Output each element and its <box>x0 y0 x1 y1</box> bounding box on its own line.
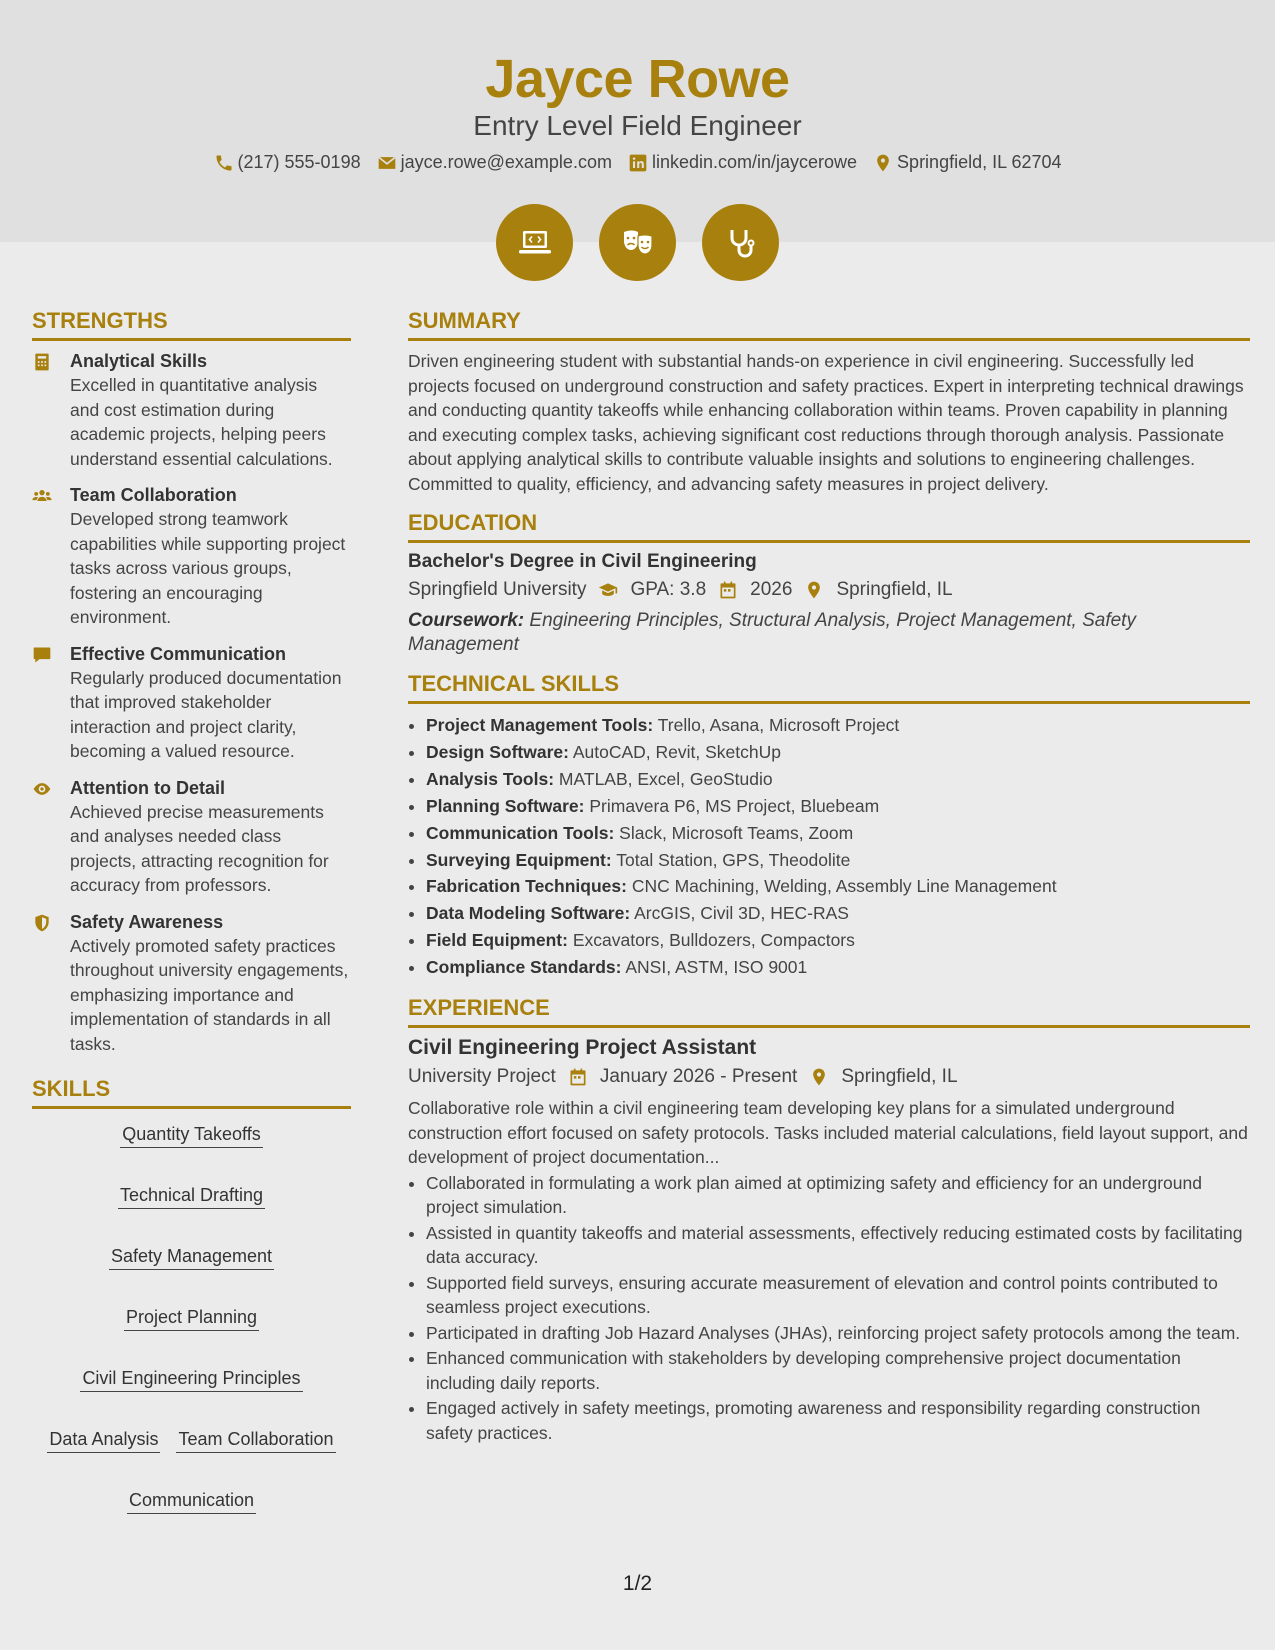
grad-year: 2026 <box>750 579 793 600</box>
contact-location <box>873 152 1061 173</box>
skill-tag: Communication <box>127 1489 256 1514</box>
linkedin-icon <box>628 153 648 173</box>
hobby-icons <box>0 204 1275 281</box>
page-number: 1/2 <box>622 1572 653 1595</box>
skill-tag: Civil Engineering Principles <box>80 1367 302 1392</box>
tech-label: Planning Software: <box>426 795 585 816</box>
education-meta <box>408 579 1250 601</box>
strength-desc: Excelled in quantitative analysis and cost estimation during academic projects, helping peers understand essential calculations. <box>70 375 333 469</box>
tech-label: Analysis Tools: <box>426 768 555 789</box>
masks-theater-icon <box>599 204 676 281</box>
tech-value: CNC Machining, Welding, Assembly Line Management <box>631 876 1057 897</box>
list-item <box>426 873 1250 900</box>
tech-label: Surveying Equipment: <box>426 849 612 870</box>
coursework-text: Engineering Principles, Structural Analysis, Project Management, Safety Management <box>408 610 1136 655</box>
job-title: Civil Engineering Project Assistant <box>408 1036 757 1060</box>
tech-value: AutoCAD, Revit, SketchUp <box>572 741 781 762</box>
tech-value: ArcGIS, Civil 3D, HEC-RAS <box>634 903 849 924</box>
strength-title: Effective Communication <box>70 643 287 664</box>
location-text: Springfield, IL 62704 <box>897 152 1062 172</box>
envelope-icon <box>377 153 397 173</box>
tech-value: Slack, Microsoft Teams, Zoom <box>619 822 854 843</box>
skill-tag: Data Analysis <box>47 1428 160 1453</box>
calendar-icon <box>718 580 738 600</box>
email-text[interactable]: jayce.rowe@example.com <box>400 152 612 172</box>
strength-item <box>32 642 351 764</box>
skills-list <box>32 1117 351 1514</box>
list-item <box>426 927 1250 954</box>
comment-icon <box>32 645 52 665</box>
graduation-cap-icon <box>598 580 618 600</box>
skill-tag: Quantity Takeoffs <box>120 1123 262 1148</box>
school-name: Springfield University <box>408 579 587 600</box>
strength-desc: Actively promoted safety practices throughout university engagements, emphasizing importance and implementation of standards in all tasks. <box>70 935 349 1054</box>
job-bullets <box>408 1171 1250 1446</box>
list-item: • Assisted in quantity takeoffs and material assessments, effectively reducing estimated costs by facilitating data accuracy. <box>426 1221 1250 1270</box>
map-marker-icon <box>809 1067 829 1087</box>
tech-label: Design Software: <box>426 741 569 762</box>
phone-icon <box>214 153 234 173</box>
strength-title: Team Collaboration <box>70 485 237 505</box>
tech-value: Total Station, GPS, Theodolite <box>616 849 851 870</box>
shield-icon <box>32 913 52 933</box>
list-item <box>426 793 1250 820</box>
list-item <box>426 847 1250 874</box>
tech-value: ANSI, ASTM, ISO 9001 <box>625 957 808 978</box>
map-marker-icon <box>873 153 893 173</box>
tech-label: Compliance Standards: <box>426 957 622 978</box>
calendar-icon <box>568 1067 588 1087</box>
skill-tag: Safety Management <box>109 1245 274 1270</box>
tech-label: Project Management Tools: <box>426 715 654 735</box>
stethoscope-icon <box>702 204 779 281</box>
strength-item <box>32 776 351 898</box>
technical-skills-list <box>408 712 1250 981</box>
strength-item <box>32 483 351 630</box>
tech-label: Communication Tools: <box>426 822 615 843</box>
list-item <box>426 954 1250 981</box>
users-icon <box>32 486 52 506</box>
tech-value: Trello, Asana, Microsoft Project <box>657 715 900 735</box>
tech-label: Fabrication Techniques: <box>426 876 627 897</box>
calculator-icon <box>32 352 52 372</box>
skills-heading: SKILLS <box>32 1076 351 1109</box>
left-column <box>32 308 351 1514</box>
strength-desc: Developed strong teamwork capabilities while supporting project tasks across various groups, fostering an encouraging environment. <box>70 509 346 627</box>
contact-phone <box>214 152 361 173</box>
list-item <box>426 739 1250 766</box>
education-heading: EDUCATION <box>408 510 1250 543</box>
job-org: University Project <box>408 1066 556 1088</box>
job-description: Collaborative role within a civil engineering team developing key plans for a simulated underground construction effort focused on safety protocols. Tasks included material calculations, field layout support, and development of project documentation... <box>408 1098 1248 1168</box>
school-location: Springfield, IL <box>836 579 953 600</box>
contact-linkedin[interactable] <box>628 152 857 173</box>
strengths-heading: STRENGTHS <box>32 308 351 341</box>
list-item: • Supported field surveys, ensuring accurate measurement of elevation and control points contributed to seamless project executions. <box>426 1271 1250 1320</box>
phone-text: (217) 555-0198 <box>237 152 361 172</box>
degree-title: Bachelor's Degree in Civil Engineering <box>408 551 757 572</box>
strength-title: Safety Awareness <box>70 911 224 932</box>
gpa-text: GPA: 3.8 <box>630 579 707 600</box>
contact-email[interactable] <box>377 152 612 173</box>
coursework <box>408 609 1250 657</box>
strength-item <box>32 349 351 471</box>
job-meta <box>408 1066 1250 1088</box>
candidate-title: Entry Level Field Engineer <box>473 110 802 141</box>
strength-desc: Regularly produced documentation that improved stakeholder interaction and project clarity, becoming a valued resource. <box>70 667 342 761</box>
tech-value: Primavera P6, MS Project, Bluebeam <box>589 795 880 816</box>
list-item <box>426 900 1250 927</box>
right-column <box>408 308 1250 1445</box>
tech-label: Data Modeling Software: <box>426 903 631 924</box>
list-item <box>426 766 1250 793</box>
job-dates: January 2026 - Present <box>599 1066 798 1088</box>
list-item <box>426 712 1250 739</box>
experience-heading: EXPERIENCE <box>408 995 1250 1028</box>
strength-item <box>32 910 351 1057</box>
strength-title: Analytical Skills <box>70 351 208 371</box>
candidate-name: Jayce Rowe <box>485 49 790 109</box>
list-item: • Participated in drafting Job Hazard Analyses (JHAs), reinforcing project safety protocols among the team. <box>426 1321 1250 1346</box>
eye-icon <box>32 779 52 799</box>
contact-bar <box>0 152 1275 173</box>
list-item: • Collaborated in formulating a work plan aimed at optimizing safety and efficiency for an underground project simulation. <box>426 1171 1250 1220</box>
laptop-code-icon <box>496 204 573 281</box>
list-item <box>426 820 1250 847</box>
skill-tag: Project Planning <box>124 1306 259 1331</box>
technical-skills-heading: TECHNICAL SKILLS <box>408 671 1250 704</box>
strength-title: Attention to Detail <box>70 777 225 798</box>
skill-tag: Technical Drafting <box>118 1184 265 1209</box>
summary-text: Driven engineering student with substantial hands-on experience in civil engineering. Successfully led projects focused on underground construction and safety practices. Expert in interpreting technical drawings and conducting quantity takeoffs while enhancing collaboration within teams. Proven capability in planning and executing complex tasks, achieving significant cost reductions through thorough analysis. Passionate about applying analytical skills to contribute valuable insights and solutions to engineering challenges. Committed to quality, efficiency, and advancing safety measures in project delivery. <box>408 351 1244 494</box>
tech-value: MATLAB, Excel, GeoStudio <box>558 768 773 789</box>
tech-value: Excavators, Bulldozers, Compactors <box>572 930 855 951</box>
linkedin-text[interactable]: linkedin.com/in/jaycerowe <box>651 152 858 172</box>
summary-heading: SUMMARY <box>408 308 1250 341</box>
list-item: • Engaged actively in safety meetings, promoting awareness and responsibility regarding construction safety practices. <box>426 1396 1250 1445</box>
tech-label: Field Equipment: <box>426 930 568 951</box>
coursework-label: Coursework: <box>408 610 525 631</box>
job-location: Springfield, IL <box>841 1066 958 1088</box>
list-item: • Enhanced communication with stakeholders by developing comprehensive project documentation including daily reports. <box>426 1346 1250 1395</box>
map-marker-icon <box>804 580 824 600</box>
skill-tag: Team Collaboration <box>176 1428 335 1453</box>
strength-desc: Achieved precise measurements and analyses needed class projects, attracting recognition for accuracy from professors. <box>70 801 329 895</box>
